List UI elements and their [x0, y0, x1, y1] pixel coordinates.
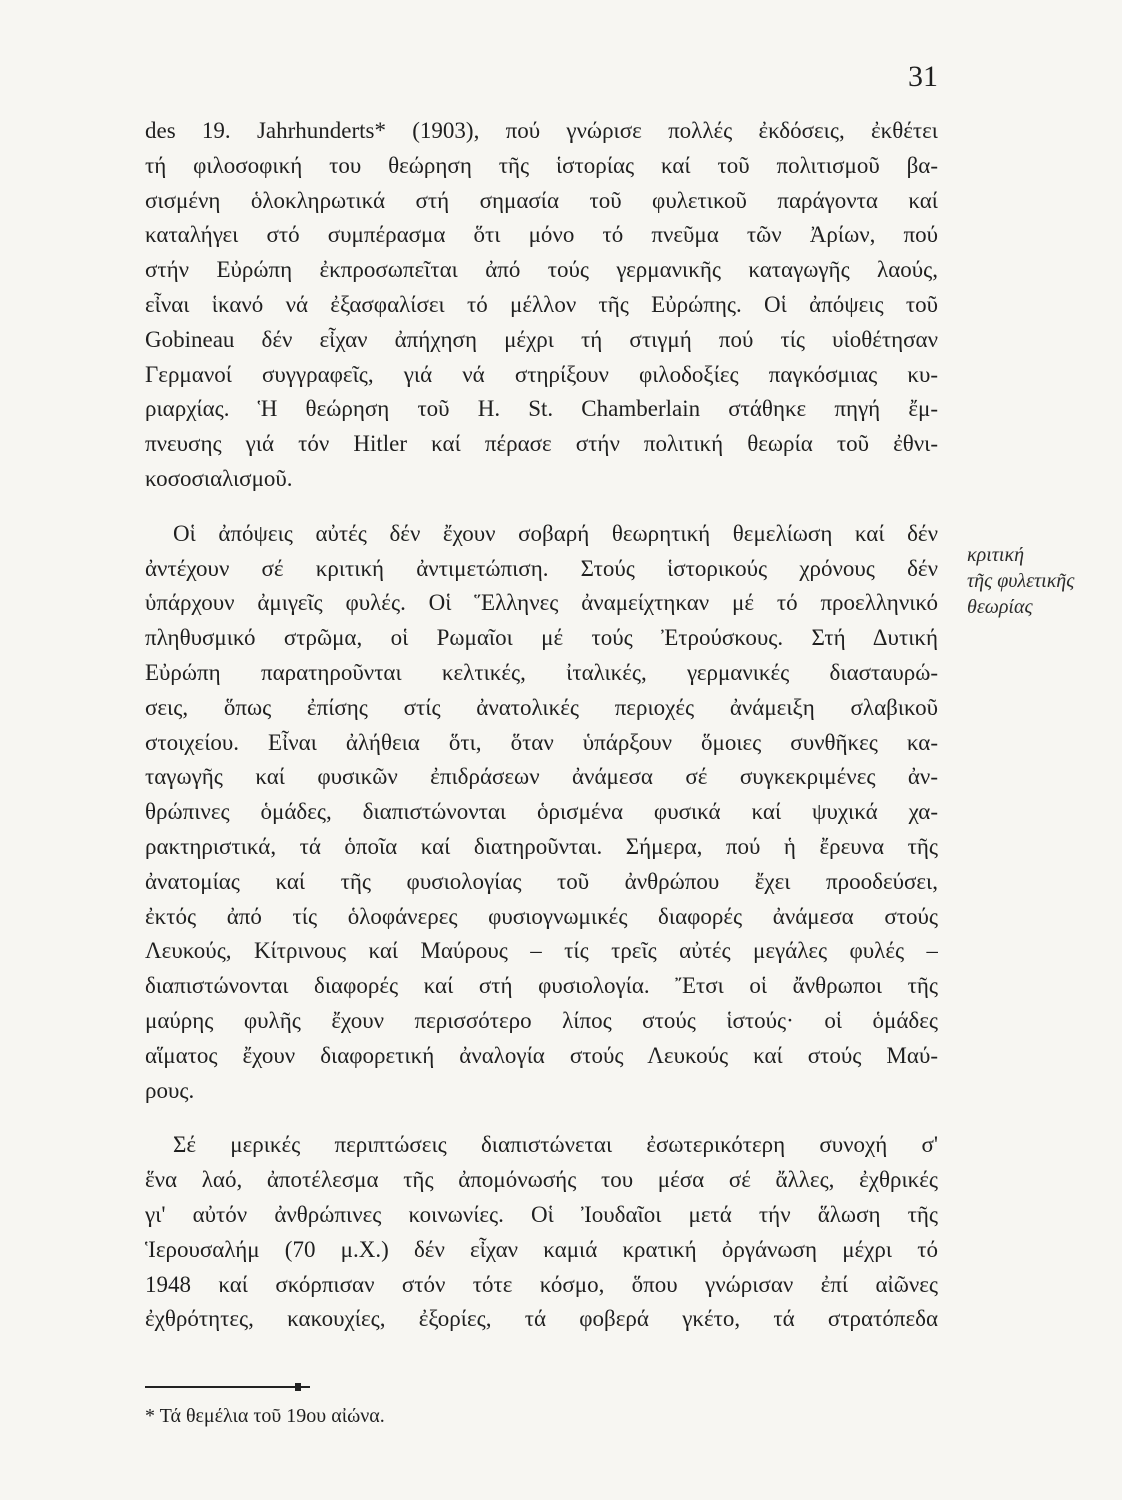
text-line: καταλήγει στό συμπέρασμα ὅτι μόνο τό πνεῦμα τῶν Ἀρίων, πού: [145, 222, 938, 248]
footnote: * Τά θεμέλια τοῦ 19ου αἰώνα.: [145, 1405, 385, 1427]
text-line: ἀνατομίας καί τῆς φυσιολογίας τοῦ ἀνθρώπου ἔχει προοδεύσει,: [145, 868, 938, 894]
text-line: ἀντέχουν σέ κριτική ἀντιμετώπιση. Στούς ἱστορικούς χρόνους δέν: [145, 555, 938, 581]
text-line: πνευσης γιά τόν Hitler καί πέρασε στήν πολιτική θεωρία τοῦ ἐθνι-: [145, 431, 938, 457]
text-line: θρώπινες ὁμάδες, διαπιστώνονται ὁρισμένα φυσικά καί ψυχικά χα-: [145, 799, 938, 825]
text-line: διαπιστώνονται διαφορές καί στή φυσιολογία. Ἔτσι οἱ ἄνθρωποι τῆς: [145, 973, 938, 999]
paragraph-3: [145, 1128, 938, 1337]
text-line: Οἱ ἀπόψεις αὐτές δέν ἔχουν σοβαρή θεωρητική θεμελίωση καί δέν: [173, 520, 938, 546]
text-line: ὑπάρχουν ἀμιγεῖς φυλές. Οἱ Ἕλληνες ἀναμείχτηκαν μέ τό προελληνικό: [145, 590, 938, 616]
text-line: στήν Εὐρώπη ἐκπροσωπεῖται ἀπό τούς γερμανικῆς καταγωγῆς λαούς,: [145, 257, 938, 283]
text-line: εἶναι ἱκανό νά ἐξασφαλίσει τό μέλλον τῆς Εὐρώπης. Οἱ ἀπόψεις τοῦ: [145, 291, 938, 317]
footnote-divider: [145, 1386, 310, 1388]
paragraph-spacer: [145, 1108, 938, 1128]
text-line: πληθυσμικό στρῶμα, οἱ Ρωμαῖοι μέ τούς Ἐτρούσκους. Στή Δυτική: [145, 625, 938, 651]
margin-note: [967, 542, 1117, 620]
text-line: ρους.: [145, 1077, 195, 1103]
paragraph-1: [145, 114, 938, 497]
text-line: ταγωγῆς καί φυσικῶν ἐπιδράσεων ἀνάμεσα σέ συγκεκριμένες ἀν-: [145, 764, 938, 790]
text-line: Εὐρώπη παρατηροῦνται κελτικές, ἰταλικές, γερμανικές διασταυρώ-: [145, 659, 938, 685]
text-line: τή φιλοσοφική του θεώρηση τῆς ἱστορίας καί τοῦ πολιτισμοῦ βα-: [145, 152, 938, 178]
text-line: ἐχθρότητες, κακουχίες, ἐξορίες, τά φοβερά γκέτο, τά στρατόπεδα: [145, 1306, 938, 1332]
margin-note-line: θεωρίας: [967, 596, 1033, 618]
text-line: γι' αὐτόν ἀνθρώπινες κοινωνίες. Οἱ Ἰουδαῖοι μετά τήν ἅλωση τῆς: [145, 1201, 938, 1227]
text-line: ρακτηριστικά, τά ὁποῖα καί διατηροῦνται. Σήμερα, πού ἡ ἔρευνα τῆς: [145, 833, 938, 859]
text-line: 1948 καί σκόρπισαν στόν τότε κόσμο, ὅπου γνώρισαν ἐπί αἰῶνες: [145, 1271, 938, 1297]
main-text: [145, 114, 938, 1337]
text-line: σισμένη ὁλοκληρωτικά στή σημασία τοῦ φυλετικοῦ παράγοντα καί: [145, 187, 938, 213]
margin-note-line: τῆς φυλετικῆς: [967, 570, 1075, 592]
page-number: 31: [908, 60, 938, 93]
text-line: des 19. Jahrhunderts* (1903), πού γνώρισε πολλές ἐκδόσεις, ἐκθέτει: [145, 118, 938, 143]
paragraph-2: [145, 517, 938, 1109]
text-line: Ἱερουσαλήμ (70 μ.Χ.) δέν εἶχαν καμιά κρατική ὀργάνωση μέχρι τό: [145, 1236, 938, 1262]
paragraph-spacer: [145, 497, 938, 517]
text-line: Gobineau δέν εἶχαν ἀπήχηση μέχρι τή στιγμή πού τίς υἱοθέτησαν: [145, 326, 938, 352]
text-line: Λευκούς, Κίτρινους καί Μαύρους – τίς τρεῖς αὐτές μεγάλες φυλές –: [145, 938, 938, 964]
text-line: σεις, ὅπως ἐπίσης στίς ἀνατολικές περιοχές ἀνάμειξη σλαβικοῦ: [145, 694, 938, 720]
text-line: ριαρχίας. Ἡ θεώρηση τοῦ Η. St. Chamberlain στάθηκε πηγή ἔμ-: [145, 396, 938, 422]
margin-note-line: κριτική: [967, 544, 1024, 566]
text-line: ἕνα λαό, ἀποτέλεσμα τῆς ἀπομόνωσής του μέσα σέ ἄλλες, ἐχθρικές: [145, 1167, 938, 1193]
text-line: αἵματος ἔχουν διαφορετική ἀναλογία στούς Λευκούς καί στούς Μαύ-: [145, 1042, 938, 1068]
text-line: Γερμανοί συγγραφεῖς, γιά νά στηρίξουν φιλοδοξίες παγκόσμιας κυ-: [145, 361, 938, 387]
text-line: ἐκτός ἀπό τίς ὁλοφάνερες φυσιογνωμικές διαφορές ἀνάμεσα στούς: [145, 903, 938, 929]
text-line: Σέ μερικές περιπτώσεις διαπιστώνεται ἐσωτερικότερη συνοχή σ': [173, 1132, 938, 1158]
text-line: στοιχείου. Εἶναι ἀλήθεια ὅτι, ὅταν ὑπάρξουν ὅμοιες συνθῆκες κα-: [145, 729, 938, 755]
text-line: κοσοσιαλισμοῦ.: [145, 465, 293, 491]
text-line: μαύρης φυλῆς ἔχουν περισσότερο λίπος στούς ἱστούς· οἱ ὁμάδες: [145, 1007, 938, 1033]
